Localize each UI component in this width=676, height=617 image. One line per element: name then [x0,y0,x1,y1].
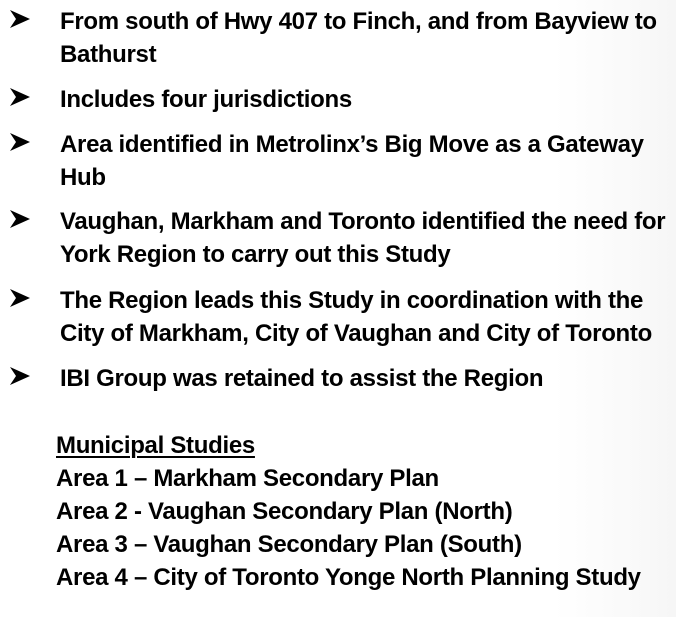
bullet-line: Area identified in Metrolinx’s Big Move as a Gateway [60,131,644,158]
study-area-item: Area 3 – Vaughan Secondary Plan (South) [56,531,522,558]
bullet-text [60,205,666,271]
bullet-text [60,284,660,350]
bullet-text [60,128,660,194]
municipal-studies-title: Municipal Studies [56,432,255,459]
arrowhead-bullet-icon [10,210,30,228]
bullet-text [60,83,660,116]
bullet-line: Bathurst [60,41,157,68]
arrowhead-bullet-icon [10,88,30,106]
bullet-line: York Region to carry out this Study [60,241,451,268]
municipal-studies-section [56,429,656,594]
bullet-line: Includes four jurisdictions [60,86,352,113]
bullet-line: Hub [60,164,106,191]
study-area-item: Area 2 - Vaughan Secondary Plan (North) [56,498,513,525]
arrowhead-bullet-icon [10,133,30,151]
bullet-line: City of Markham, City of Vaughan and City of Toronto [60,320,652,347]
arrowhead-bullet-icon [10,367,30,385]
bullet-text [60,362,660,395]
bullet-text [60,5,660,71]
study-area-item: Area 4 – City of Toronto Yonge North Planning Study [56,564,641,591]
arrowhead-bullet-icon [10,289,30,307]
bullet-line: IBI Group was retained to assist the Region [60,365,544,392]
bullet-line: Vaughan, Markham and Toronto identified the need for [60,208,666,235]
study-area-item: Area 1 – Markham Secondary Plan [56,465,439,492]
bullet-line: The Region leads this Study in coordination with the [60,287,644,314]
bullet-line: From south of Hwy 407 to Finch, and from Bayview to [60,8,657,35]
arrowhead-bullet-icon [10,10,30,28]
